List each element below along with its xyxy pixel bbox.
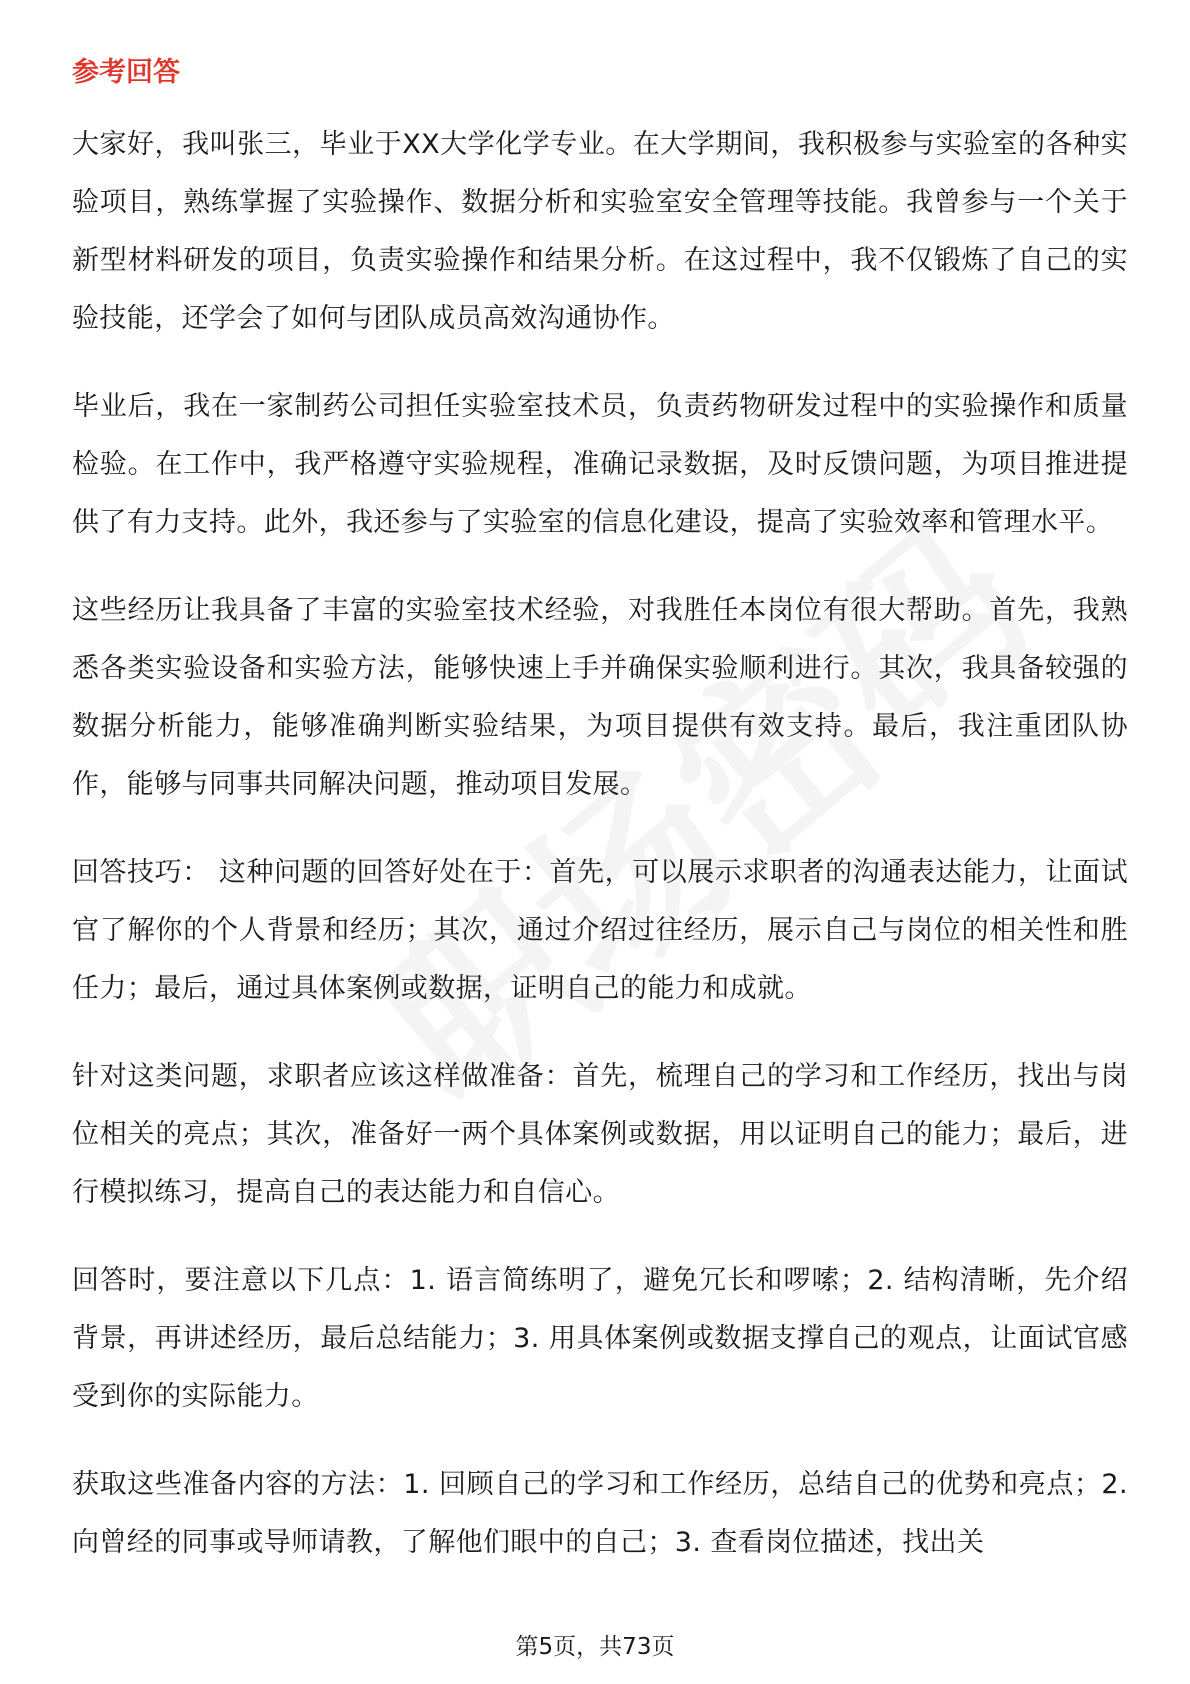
paragraph-answer-notes: 回答时，要注意以下几点：1. 语言简练明了，避免冗长和啰嗦；2. 结构清晰，先介绍背景，再讲述经历，最后总结能力；3. 用具体案例或数据支撑自己的观点，让面试官感受到你的实际能力。 [72, 1265, 1128, 1412]
paragraph-work-experience: 毕业后，我在一家制药公司担任实验室技术员，负责药物研发过程中的实验操作和质量检验。在工作中，我严格遵守实验规程，准确记录数据，及时反馈问题，为项目推进提供了有力支持。此外，我还参与了实验室的信息化建设，提高了实验效率和管理水平。 [72, 391, 1128, 538]
answer-body [72, 116, 1128, 1602]
section-heading: 参考回答 [72, 57, 180, 88]
paragraph-answer-tips: 回答技巧： 这种问题的回答好处在于：首先，可以展示求职者的沟通表达能力，让面试官了解你的个人背景和经历；其次，通过介绍过往经历，展示自己与岗位的相关性和胜任力；最后，通过具体案例或数据，证明自己的能力和成就。 [72, 857, 1128, 1004]
paragraph-preparation: 针对这类问题，求职者应该这样做准备：首先，梳理自己的学习和工作经历，找出与岗位相关的亮点；其次，准备好一两个具体案例或数据，用以证明自己的能力；最后，进行模拟练习，提高自己的表达能力和自信心。 [72, 1061, 1128, 1208]
paragraph-preparation-methods: 获取这些准备内容的方法：1. 回顾自己的学习和工作经历，总结自己的优势和亮点；2. 向曾经的同事或导师请教，了解他们眼中的自己；3. 查看岗位描述，找出关 [72, 1469, 1128, 1558]
paragraph-intro: 大家好，我叫张三，毕业于XX大学化学专业。在大学期间，我积极参与实验室的各种实验项目，熟练掌握了实验操作、数据分析和实验室安全管理等技能。我曾参与一个关于新型材料研发的项目，负责实验操作和结果分析。在这过程中，我不仅锻炼了自己的实验技能，还学会了如何与团队成员高效沟通协作。 [72, 129, 1128, 334]
page-number: 第5页，共73页 [515, 1634, 675, 1660]
paragraph-qualifications: 这些经历让我具备了丰富的实验室技术经验，对我胜任本岗位有很大帮助。首先，我熟悉各类实验设备和实验方法，能够快速上手并确保实验顺利进行。其次，我具备较强的数据分析能力，能够准确判断实验结果，为项目提供有效支持。最后，我注重团队协作，能够与同事共同解决问题，推动项目发展。 [72, 595, 1128, 800]
